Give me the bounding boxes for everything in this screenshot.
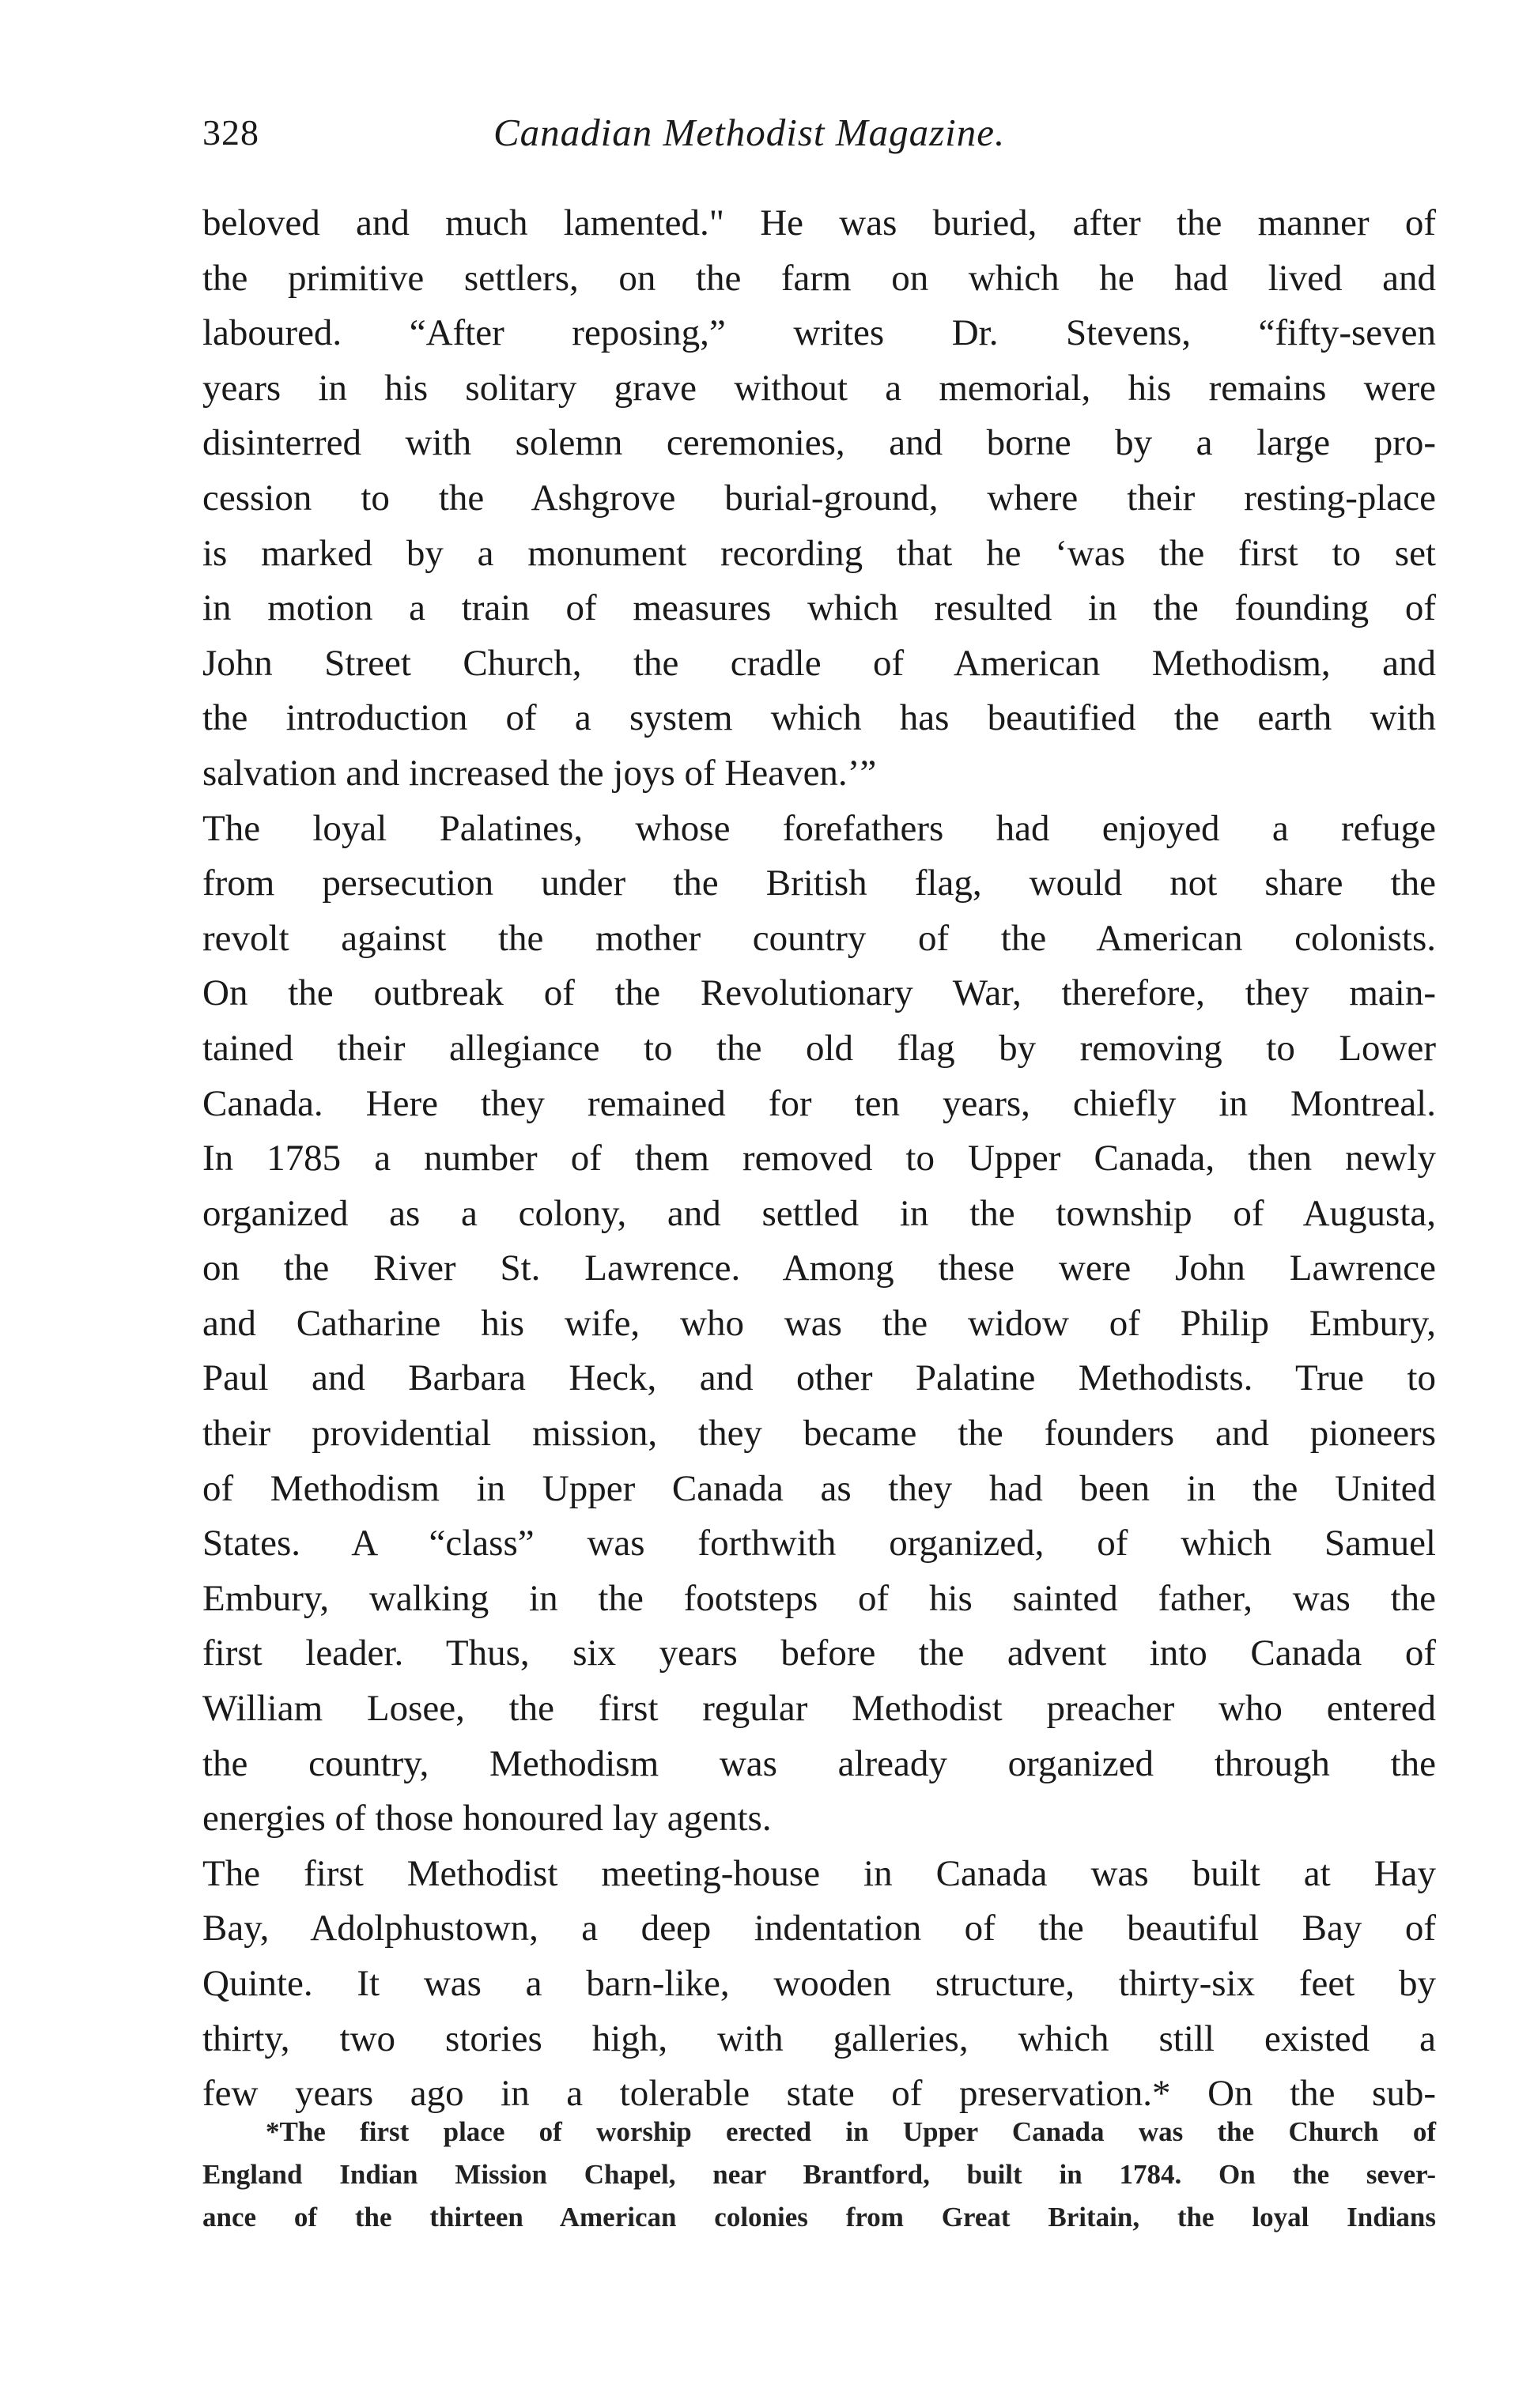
- text-line: is marked by a monument recording that he ‘was the first to set: [202, 532, 1436, 574]
- text-line: Canada. Here they remained for ten years, chiefly in Montreal.: [202, 1082, 1436, 1124]
- text-line: first leader. Thus, six years before the advent into Canada of: [202, 1632, 1436, 1674]
- text-line: energies of those honoured lay agents.: [202, 1798, 772, 1840]
- text-line: The first Methodist meeting-house in Canada was built at Hay: [202, 1852, 1436, 1894]
- text-line: the primitive settlers, on the farm on which he had lived and: [202, 257, 1436, 299]
- footnote: [202, 2111, 1436, 2239]
- text-line: William Losee, the first regular Methodist preacher who entered: [202, 1688, 1436, 1730]
- text-line: States. A “class” was forthwith organized, of which Samuel: [202, 1523, 1436, 1564]
- text-line: Paul and Barbara Heck, and other Palatine Methodists. True to: [202, 1357, 1436, 1399]
- body-text: [202, 196, 1436, 2122]
- text-line: few years ago in a tolerable state of preservation.* On the sub-: [202, 2073, 1436, 2115]
- text-line: laboured. “After reposing,” writes Dr. Stevens, “fifty-seven: [202, 312, 1436, 354]
- text-line: their providential mission, they became the founders and pioneers: [202, 1413, 1436, 1455]
- text-line: On the outbreak of the Revolutionary War, therefore, they main-: [202, 972, 1436, 1014]
- text-line: beloved and much lamented." He was buried, after the manner of: [202, 202, 1436, 243]
- text-line: The loyal Palatines, whose forefathers had enjoyed a refuge: [202, 807, 1436, 849]
- text-line: Quinte. It was a barn-like, wooden structure, thirty-six feet by: [202, 1963, 1436, 2004]
- text-line: the country, Methodism was already organized through the: [202, 1742, 1436, 1784]
- text-line: salvation and increased the joys of Heaven.’”: [202, 752, 877, 794]
- text-line: organized as a colony, and settled in the township of Augusta,: [202, 1192, 1436, 1234]
- text-line: In 1785 a number of them removed to Upper Canada, then newly: [202, 1138, 1436, 1179]
- text-line: the introduction of a system which has beautified the earth with: [202, 697, 1436, 739]
- text-line: and Catharine his wife, who was the widow of Philip Embury,: [202, 1302, 1436, 1344]
- text-line: tained their allegiance to the old flag by removing to Lower: [202, 1027, 1436, 1069]
- running-title: Canadian Methodist Magazine.: [493, 111, 1006, 154]
- text-line: of Methodism in Upper Canada as they had been in the United: [202, 1467, 1436, 1509]
- text-line: in motion a train of measures which resulted in the founding of: [202, 587, 1436, 629]
- text-line: from persecution under the British flag, would not share the: [202, 862, 1436, 904]
- text-line: years in his solitary grave without a memorial, his remains were: [202, 367, 1436, 409]
- text-line: disinterred with solemn ceremonies, and borne by a large pro-: [202, 422, 1436, 464]
- text-line: Embury, walking in the footsteps of his sainted father, was the: [202, 1577, 1436, 1619]
- footnote-line: England Indian Mission Chapel, near Brantford, built in 1784. On the sever-: [202, 2159, 1436, 2190]
- text-line: cession to the Ashgrove burial-ground, where their resting-place: [202, 477, 1436, 519]
- text-line: revolt against the mother country of the American colonists.: [202, 917, 1436, 959]
- page-header: [202, 109, 1436, 164]
- footnote-line: *The first place of worship erected in Upper Canada was the Church of: [266, 2116, 1436, 2147]
- page-number: 328: [202, 112, 259, 153]
- text-line: thirty, two stories high, with galleries, which still existed a: [202, 2017, 1436, 2059]
- footnote-line: ance of the thirteen American colonies from Great Britain, the loyal Indians: [202, 2202, 1436, 2232]
- text-line: John Street Church, the cradle of American Methodism, and: [202, 642, 1436, 684]
- text-line: on the River St. Lawrence. Among these were John Lawrence: [202, 1247, 1436, 1289]
- text-line: Bay, Adolphustown, a deep indentation of the beautiful Bay of: [202, 1908, 1436, 1949]
